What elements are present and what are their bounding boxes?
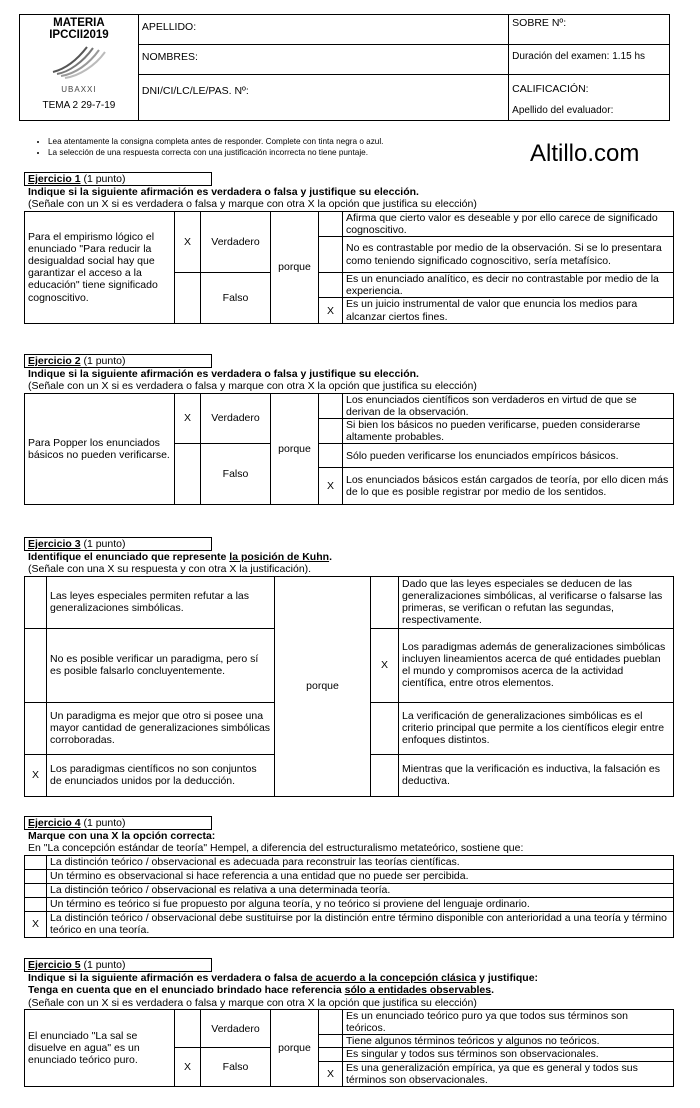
justification-option: No es contrastable por medio de la observación. Si se lo presentara como teniendo significado cognoscitivo, sería metafísico. [343,237,674,273]
exercise-1-header [24,172,674,186]
exercise-subinstruction: (Señale con una X su respuesta y con otra X la justificación). [28,563,312,576]
statement-mark[interactable] [25,576,47,628]
justification-option: Mientras que la verificación es inductiva, la falsación es deductiva. [399,754,674,796]
exercise-1 [24,172,674,324]
apellido-field[interactable]: APELLIDO: [138,15,508,45]
justification-mark[interactable] [319,393,343,418]
justification-mark[interactable] [319,1009,343,1034]
instruction-item: • La selección de una respuesta correcta con una justificación incorrecta no tiene puntaje. [48,147,508,158]
justification-mark[interactable] [319,444,343,468]
statement-option: Un paradigma es mejor que otro si posee una mayor cantidad de generalizaciones simbólicas corroboradas. [47,702,275,754]
option-true-label: Verdadero [201,393,271,444]
option-false-label: Falso [201,444,271,505]
exercise-5-table [24,1009,674,1087]
instruction-part: Identifique el enunciado que represente [28,551,230,564]
statement-mark[interactable]: X [25,754,47,796]
grade-label: CALIFICACIÓN: [512,83,589,95]
sobre-field[interactable]: SOBRE Nº: [509,15,670,45]
uba-logo-icon [49,44,109,80]
statement-mark[interactable] [25,628,47,702]
option-text: La distinción teórico / observacional es relativa a una determinada teoría. [47,883,674,897]
instruction-part: Indique si la siguiente afirmación es verdadera o falsa [28,972,301,985]
statement-cell: El enunciado "La sal se disuelve en agua" es un enunciado teórico puro. [25,1009,175,1086]
exercise-points: (1 punto) [80,959,126,971]
justification-option: Los enunciados científicos son verdaderos en virtud de que se derivan de la observación. [343,393,674,418]
option-text: La distinción teórico / observacional es adecuada para reconstruir las teorías científicas. [47,855,674,869]
justification-mark[interactable]: X [371,628,399,702]
exercise-4 [24,816,674,938]
exercise-instruction [24,551,674,563]
justification-mark[interactable] [371,754,399,796]
exercise-2 [24,354,674,505]
exercise-4-header [24,816,674,830]
justification-option: Es un enunciado analítico, es decir no contrastable por medio de la experiencia. [343,273,674,298]
statement-mark[interactable] [25,702,47,754]
evaluator-label: Apellido del evaluador: [512,105,614,116]
exercise-instruction: Indique si la siguiente afirmación es verdadera o falsa y justifique su elección. [28,368,419,381]
instruction-underlined: la posición de Kuhn [229,551,330,564]
exercise-3-header [24,537,674,551]
justification-mark[interactable] [371,702,399,754]
instruction-part: . [491,984,495,997]
exercise-2-header [24,354,674,368]
option-mark[interactable] [25,855,47,869]
justification-mark[interactable] [319,1048,343,1061]
mark-true[interactable] [175,1009,201,1048]
instructions-list [30,136,508,158]
exercise-title: Ejercicio 5 [28,959,81,971]
porque-label: porque [271,1009,319,1086]
exercise-3-table [24,576,674,797]
porque-label: porque [271,393,319,505]
exercise-title: Ejercicio 3 [28,538,81,550]
exercise-title: Ejercicio 2 [28,355,81,367]
justification-option: Es un enunciado teórico puro ya que todos sus términos son teóricos. [343,1009,674,1034]
header-table [19,14,670,121]
subject-title: MATERIA [53,17,105,29]
option-false-label: Falso [201,1048,271,1087]
justification-option: La verificación de generalizaciones simbólicas es el criterio principal que permite a los científicos elegir entre enfoques distintos. [399,702,674,754]
exercise-points: (1 punto) [80,817,126,829]
exercise-instruction [24,972,674,984]
exercise-1-table [24,211,674,324]
justification-option: Dado que las leyes especiales se deducen de las generalizaciones simbólicas, al verificarse o falsarse las primeras, se verifican o refutan las segundas, respectivamente. [399,576,674,628]
exercise-subinstruction: En "La concepción estándar de teoría" Hempel, a diferencia del estructuralismo metateórico, sostiene que: [28,842,524,855]
watermark-text: Altillo.com [530,140,640,167]
exercise-4-table [24,855,674,938]
exercise-title: Ejercicio 1 [28,173,81,185]
option-mark[interactable] [25,883,47,897]
option-mark[interactable]: X [25,911,47,937]
justification-option: Sólo pueden verificarse los enunciados empíricos básicos. [343,444,674,468]
instruction-item: • Lea atentamente la consigna completa antes de responder. Complete con tinta negra o azul. [48,136,508,147]
statement-option: Las leyes especiales permiten refutar a las generalizaciones simbólicas. [47,576,275,628]
justification-mark[interactable] [319,1035,343,1048]
exercise-instruction-2 [24,984,674,996]
justification-option: Es un juicio instrumental de valor que enuncia los medios para alcanzar ciertos fines. [343,298,674,323]
justification-option: Tiene algunos términos teóricos y algunos no teóricos. [343,1035,674,1048]
justification-mark[interactable] [319,273,343,298]
option-mark[interactable] [25,897,47,911]
instruction-part: Tenga en cuenta que en el enunciado brindado hace referencia [28,984,345,997]
instruction-part: y justifique: [476,972,539,985]
option-false-label: Falso [201,273,271,324]
instruction-underlined: de acuerdo a la concepción clásica [300,972,477,985]
mark-true[interactable]: X [175,211,201,272]
justification-mark[interactable] [319,211,343,236]
exercise-5-header [24,958,674,972]
exercise-instruction: Indique si la siguiente afirmación es verdadera o falsa y justifique su elección. [28,186,419,199]
justification-option: Afirma que cierto valor es deseable y por ello carece de significado cognoscitivo. [343,211,674,236]
justification-option: Es una generalización empírica, ya que es general y todos sus términos son observacionales. [343,1061,674,1086]
subject-code: IPCCII2019 [49,29,109,41]
mark-false[interactable] [175,444,201,505]
exercise-subinstruction: (Señale con un X si es verdadera o falsa y marque con otra X la opción que justifica su elección) [28,380,477,393]
exercise-2-table [24,393,674,506]
nombres-field[interactable]: NOMBRES: [138,45,508,75]
exercise-instruction: Marque con una X la opción correcta: [28,830,216,843]
statement-option: No es posible verificar un paradigma, pero sí es posible falsarlo concluyentemente. [47,628,275,702]
exercise-title: Ejercicio 4 [28,817,81,829]
option-mark[interactable] [25,869,47,883]
exercise-1-title-cell [25,173,212,186]
statement-cell: Para Popper los enunciados básicos no pueden verificarse. [25,393,175,505]
statement-cell: Para el empirismo lógico el enunciado "Para reducir la desigualdad social hay que garantizar el acceso a la educación" tiene significado cognoscitivo. [25,211,175,323]
exercise-5 [24,958,674,1087]
justification-mark[interactable]: X [319,298,343,323]
porque-label: porque [271,211,319,323]
exercise-points: (1 punto) [80,173,126,185]
mark-true[interactable]: X [175,393,201,444]
option-text: Un término es observacional si hace referencia a una entidad que no puede ser percibida. [47,869,674,883]
porque-label: porque [275,576,371,796]
justification-option: Es singular y todos sus términos son observacionales. [343,1048,674,1061]
mark-false[interactable]: X [175,1048,201,1087]
justification-mark[interactable] [371,576,399,628]
exercise-subinstruction: (Señale con un X si es verdadera o falsa y marque con otra X la opción que justifica su elección) [28,198,477,211]
option-text: Un término es teórico si fue propuesto por alguna teoría, y no teórico si proviene del lenguaje ordinario. [47,897,674,911]
mark-false[interactable] [175,273,201,324]
instruction-part: . [329,551,332,564]
justification-option: Si bien los básicos no pueden verificarse, pueden considerarse altamente probables. [343,419,674,444]
dni-field[interactable]: DNI/CI/LC/LE/PAS. Nº: [138,75,508,121]
duration-label: Duración del examen: 1.15 hs [509,45,670,75]
exercise-points: (1 punto) [80,538,126,550]
statement-option: Los paradigmas científicos no son conjuntos de enunciados unidos por la deducción. [47,754,275,796]
exam-theme-date: TEMA 2 29-7-19 [42,100,116,111]
justification-option: Los paradigmas además de generalizaciones simbólicas incluyen lineamientos acerca de qué entidades pueblan el mundo y compromisos acerca de la actividad científica, entre otros elementos. [399,628,674,702]
subject-cell [20,15,139,121]
justification-mark[interactable] [319,237,343,273]
justification-mark[interactable]: X [319,468,343,505]
option-true-label: Verdadero [201,1009,271,1048]
exercise-points: (1 punto) [80,355,126,367]
instruction-underlined: sólo a entidades observables [344,984,492,997]
exercise-subinstruction: (Señale con un X si es verdadera o falsa y marque con otra X la opción que justifica su elección) [28,996,477,1009]
ubaxxi-label: UBAXXI [61,85,97,94]
exercise-3 [24,537,674,797]
justification-mark[interactable] [319,419,343,444]
grade-cell [509,75,670,121]
justification-option: Los enunciados básicos están cargados de teoría, por ello dicen más de lo que es posible registrar por medio de los sentidos. [343,468,674,505]
justification-mark[interactable]: X [319,1061,343,1086]
option-text: La distinción teórico / observacional debe sustituirse por la distinción entre término disponible con anterioridad a una teoría y término teórico en una teoría. [47,911,674,937]
option-true-label: Verdadero [201,211,271,272]
